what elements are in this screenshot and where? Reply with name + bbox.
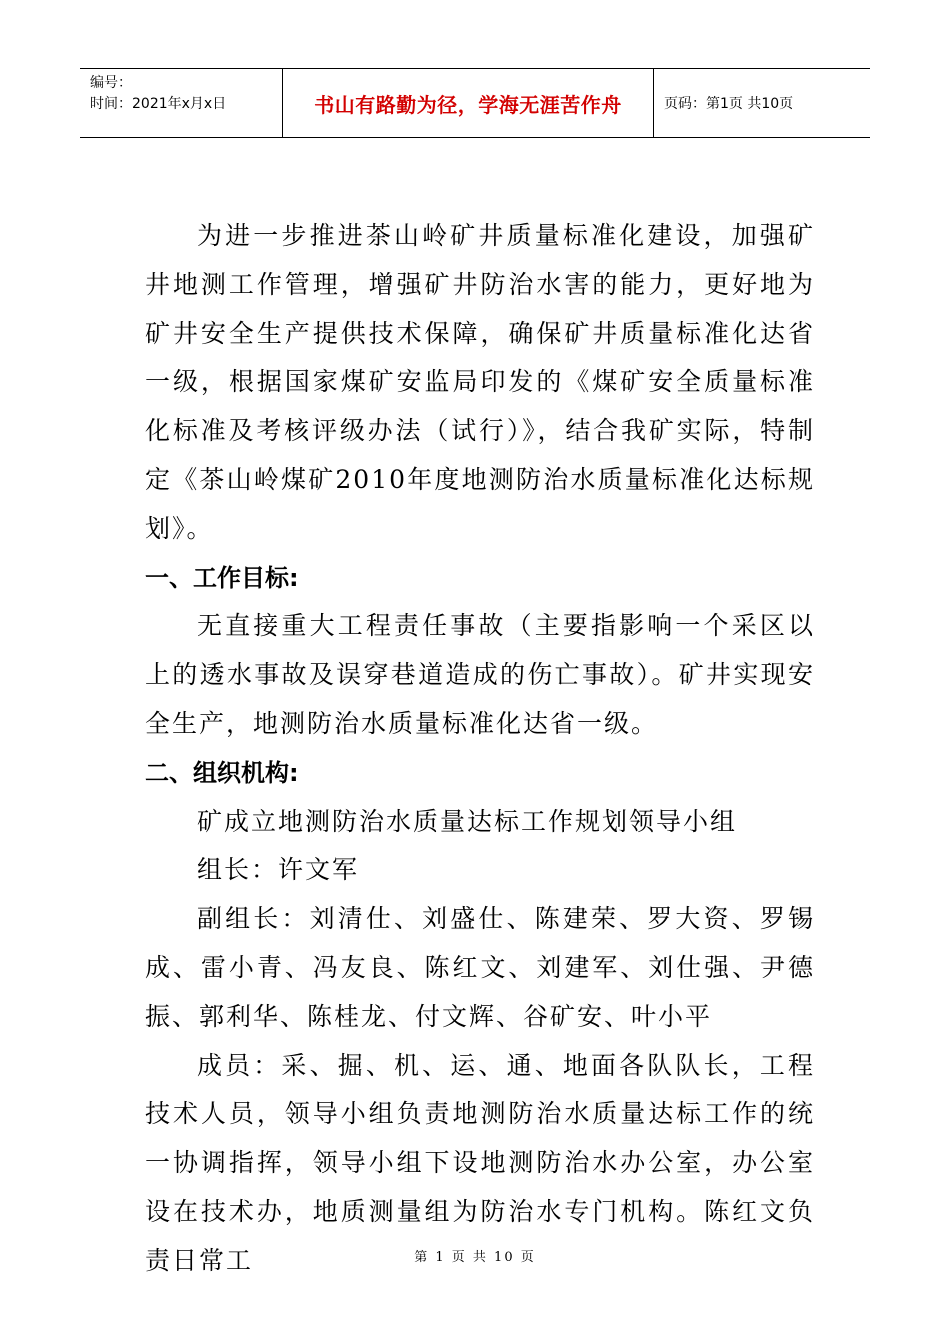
document-body: [145, 212, 815, 1286]
section-heading-organization: 二、组织机构:: [145, 758, 299, 787]
members-paragraph: 成员：采、掘、机、运、通、地面各队队长，工程技术人员，领导小组负责地测防治水质量达标工作的统一协调指挥，领导小组下设地测防治水办公室，办公室设在技术办，地质测量组为防治水专门机构。陈红文负责日常工: [145, 1050, 815, 1275]
organization-paragraph: 矿成立地测防治水质量达标工作规划领导小组: [197, 806, 738, 836]
document-number-label: 编号：: [90, 75, 132, 91]
intro-paragraph: 为进一步推进茶山岭矿井质量标准化建设，加强矿井地测工作管理，增强矿井防治水害的能力，更好地为矿井安全生产提供技术保障，确保矿井质量标准化达省一级，根据国家煤矿安监局印发的《煤矿安全质量标准化标准及考核评级办法（试行）》，结合我矿实际，特制定《茶山岭煤矿2010年度地测防治水质量标准化达标规划》。: [145, 221, 815, 543]
leader-paragraph: 组长：许文军: [197, 855, 360, 885]
header-motto: 书山有路勤为径，学海无涯苦作舟: [314, 92, 622, 117]
header-page-info: 页码：第1页 共10页: [664, 96, 794, 112]
header-motto-cell: [282, 69, 654, 137]
goals-paragraph: 无直接重大工程责任事故（主要指影响一个采区以上的透水事故及误穿巷道造成的伤亡事故）。矿井实现安全生产，地测防治水质量标准化达省一级。: [145, 611, 815, 738]
header-page-cell: [654, 69, 870, 137]
header-meta: [80, 69, 282, 137]
deputy-leaders-paragraph: 副组长：刘清仕、刘盛仕、陈建荣、罗大资、罗锡成、雷小青、冯友良、陈红文、刘建军、刘仕强、尹德振、郭利华、陈桂龙、付文辉、谷矿安、叶小平: [145, 904, 815, 1031]
section-heading-goals: 一、工作目标:: [145, 563, 299, 592]
page-footer: 第 1 页 共 10 页: [414, 1250, 536, 1265]
document-time-label: 时间：2021年x月x日: [90, 96, 227, 112]
header-table: [80, 68, 870, 138]
